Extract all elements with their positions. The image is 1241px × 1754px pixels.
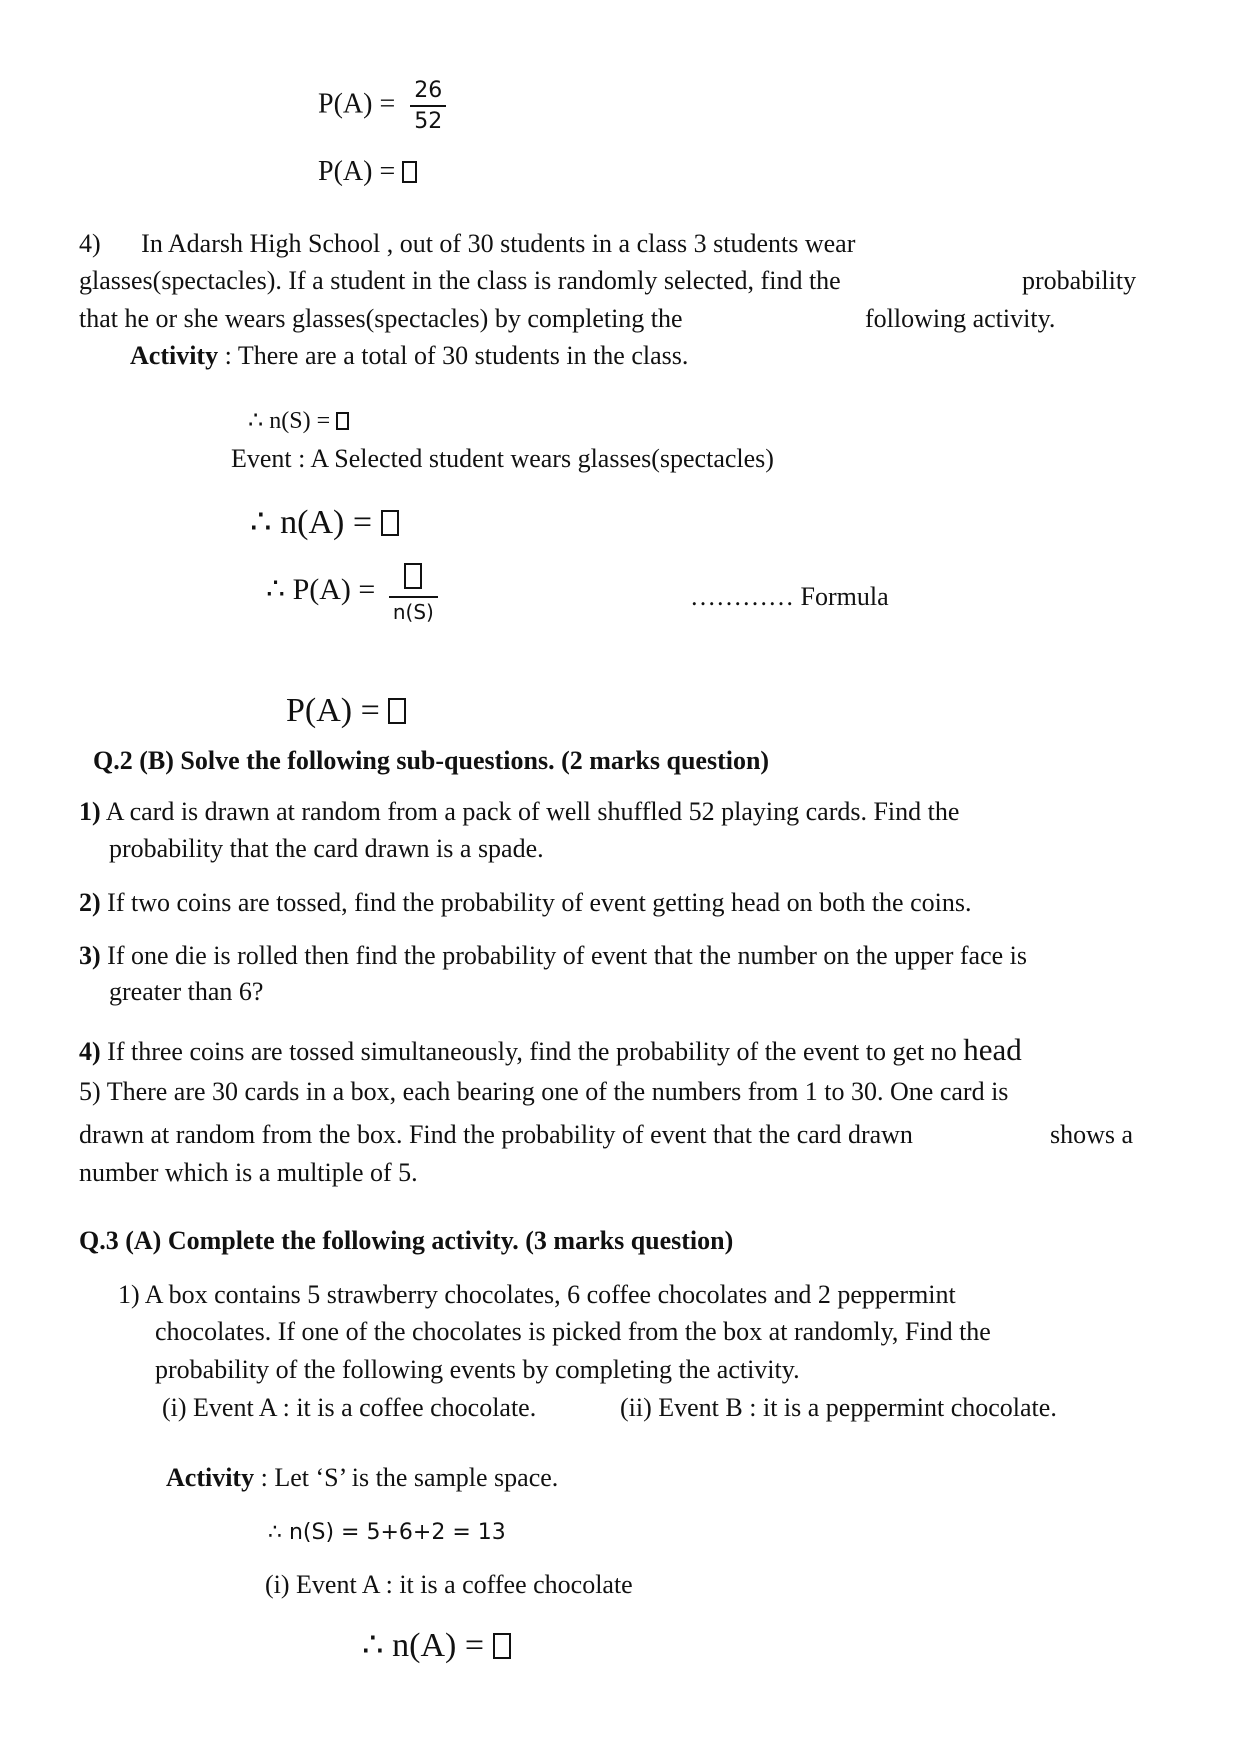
question-number: 4) — [79, 229, 101, 258]
q2b-item-5: 5) There are 30 cards in a box, each bearing one of the numbers from 1 to 30. One card is — [79, 1077, 1009, 1106]
q3a-ns-line: ∴ n(S) = 5+6+2 = 13 — [268, 1520, 506, 1545]
q4-ns-line — [248, 406, 349, 435]
answer-box[interactable] — [381, 510, 399, 536]
item-number: 3) — [79, 941, 101, 970]
pa-label: P(A) = — [318, 156, 396, 187]
q3a-na-line — [362, 1625, 511, 1665]
answer-box[interactable] — [493, 1633, 511, 1659]
q2b-item-4 — [79, 1032, 1022, 1068]
q2b-item-1-cont: probability that the card drawn is a spade. — [109, 834, 544, 863]
q4-line-3a: that he or she wears glasses(spectacles) by completing the — [79, 304, 683, 333]
item-number: 4) — [79, 1037, 101, 1066]
q4-line-3b: following activity. — [865, 304, 1056, 333]
answer-box[interactable] — [404, 563, 422, 589]
na-label: ∴ n(A) = — [362, 1627, 485, 1664]
q4-event-line: Event : A Selected student wears glasses(spectacles) — [231, 444, 774, 473]
na-label: ∴ n(A) = — [250, 504, 373, 541]
item-text: If one die is rolled then find the probability of event that the number on the upper face is — [100, 941, 1027, 970]
q4-line-1 — [79, 229, 855, 259]
q3a-line-2: chocolates. If one of the chocolates is picked from the box at randomly, Find the — [155, 1317, 991, 1346]
q3a-heading: Q.3 (A) Complete the following activity. (3 marks question) — [79, 1226, 734, 1255]
activity-text: : Let ‘S’ is the sample space. — [254, 1463, 559, 1492]
item-text: If three coins are tossed simultaneously, find the probability of the event to get no — [100, 1037, 964, 1066]
q4-line-2a: glasses(spectacles). If a student in the class is randomly selected, find the — [79, 266, 841, 295]
item-number: 1) — [79, 797, 101, 826]
fraction — [410, 78, 446, 134]
q2b-item-3-cont: greater than 6? — [109, 977, 264, 1006]
q2b-heading: Q.2 (B) Solve the following sub-questions. (2 marks question) — [93, 746, 770, 775]
q4-line-2b: probability — [1022, 266, 1137, 295]
q3a-line-1: 1) A box contains 5 strawberry chocolates, 6 coffee chocolates and 2 peppermint — [118, 1280, 956, 1309]
activity-label: Activity — [130, 341, 219, 370]
q2b-item-5-line-2a: drawn at random from the box. Find the probability of event that the card drawn — [79, 1120, 913, 1149]
pa-result-line — [318, 156, 417, 188]
q2b-item-2 — [79, 888, 971, 918]
q3a-line-3: probability of the following events by completing the activity. — [155, 1355, 800, 1384]
fraction-numerator — [389, 560, 438, 596]
fraction-denominator: 52 — [410, 105, 446, 134]
pa-label: P(A) = — [318, 88, 396, 120]
question-text: In Adarsh High School , out of 30 students in a class 3 students wear — [141, 229, 856, 258]
formula-note: ………… Formula — [690, 582, 889, 611]
pa-label: P(A) = — [286, 692, 380, 729]
ns-label: ∴ n(S) = — [248, 408, 331, 434]
q2b-item-3 — [79, 941, 1027, 971]
item-text: A card is drawn at random from a pack of well shuffled 52 playing cards. Find the — [100, 797, 960, 826]
q4-pa-formula-line — [266, 560, 438, 624]
q3a-line-4a: (i) Event A : it is a coffee chocolate. — [162, 1393, 537, 1422]
q4-pa-final-line — [286, 692, 406, 730]
answer-box[interactable] — [388, 698, 406, 724]
q2b-item-1 — [79, 797, 959, 827]
item-number: 2) — [79, 888, 101, 917]
pa-fraction-line — [318, 78, 446, 134]
fraction-numerator: 26 — [414, 78, 443, 103]
activity-label: Activity — [166, 1463, 255, 1492]
fraction — [389, 560, 438, 624]
q3a-activity-line — [166, 1463, 558, 1493]
q2b-item-5-line-2b: shows a — [1050, 1120, 1134, 1149]
q4-na-line — [250, 502, 399, 542]
q3a-line-4b: (ii) Event B : it is a peppermint chocolate. — [620, 1393, 1057, 1422]
q2b-item-5-line-3: number which is a multiple of 5. — [79, 1158, 418, 1187]
q4-activity-line — [130, 341, 688, 371]
pa-label: ∴ P(A) = — [266, 572, 376, 606]
activity-text: : There are a total of 30 students in the class. — [218, 341, 689, 370]
fraction-denominator: n(S) — [389, 596, 438, 624]
item-text: If two coins are tossed, find the probability of event getting head on both the coins. — [100, 888, 972, 917]
q3a-event-a-line: (i) Event A : it is a coffee chocolate — [265, 1570, 633, 1599]
answer-box[interactable] — [336, 412, 349, 430]
answer-box[interactable] — [402, 161, 417, 183]
item-text-tail: head — [963, 1032, 1022, 1067]
